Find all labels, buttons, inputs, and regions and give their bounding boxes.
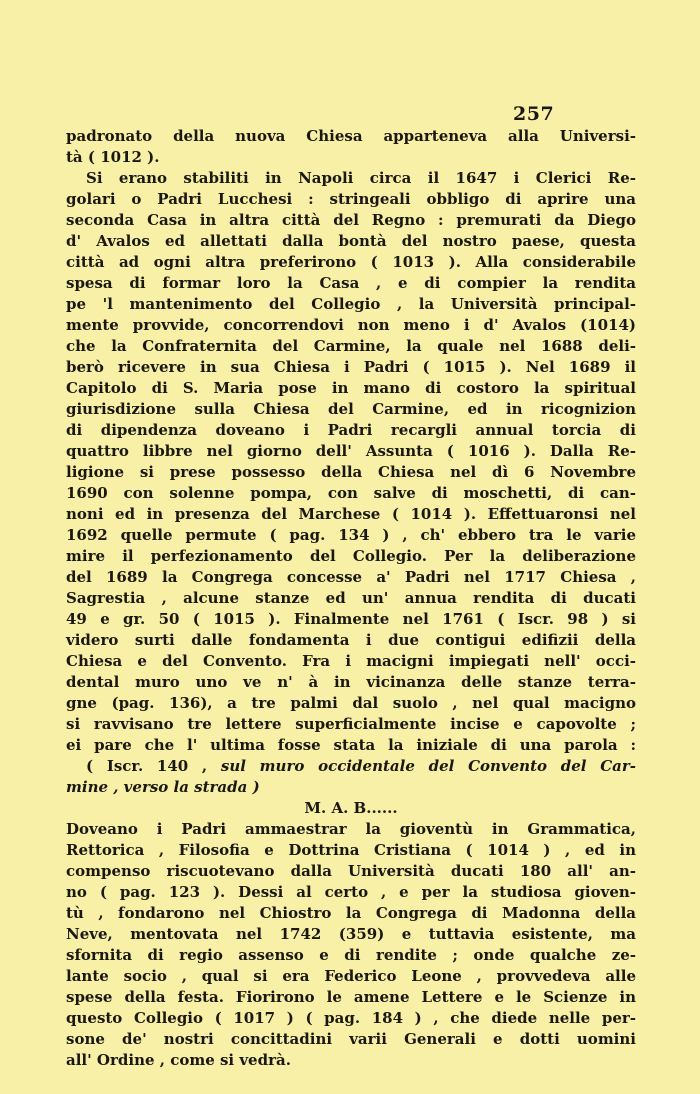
text-line: 1690 con solenne pompa, con salve di moschetti, di can- — [66, 484, 636, 502]
text-line: noni ed in presenza del Marchese ( 1014 ). Effettuaronsi nel — [66, 505, 636, 523]
text-line: Doveano i Padri ammaestrar la gioventù in Grammatica, — [66, 820, 636, 838]
text-line: all' Ordine , come si vedrà. — [66, 1051, 291, 1069]
text-line: tà ( 1012 ). — [66, 148, 160, 166]
text-line: Rettorica , Filosofia e Dottrina Cristiana ( 1014 ) , ed in — [66, 841, 636, 859]
text-line: ei pare che l' ultima fosse stata la iniziale di una parola : — [66, 736, 636, 754]
text-line: di dipendenza doveano i Padri recargli annual torcia di — [66, 421, 636, 439]
text-line: si ravvisano tre lettere superficialmente incise e capovolte ; — [66, 715, 636, 733]
text-line: giurisdizione sulla Chiesa del Carmine, ed in ricognizion — [66, 400, 636, 418]
text-line: Sagrestia , alcune stanze ed un' annua rendita di ducati — [66, 589, 636, 607]
text-line: videro surti dalle fondamenta i due contigui edifizii della — [66, 631, 636, 649]
text-line: 49 e gr. 50 ( 1015 ). Finalmente nel 1761 ( Iscr. 98 ) si — [66, 610, 636, 628]
text-line: seconda Casa in altra città del Regno : premurati da Diego — [66, 211, 636, 229]
text-line: spese della festa. Fiorirono le amene Lettere e le Scienze in — [66, 988, 636, 1006]
body-text — [66, 126, 636, 1071]
text-line: gne (pag. 136), a tre palmi dal suolo , nel qual macigno — [66, 694, 636, 712]
text-line: spesa di formar loro la Casa , e di compier la rendita — [66, 274, 636, 292]
text-line: che la Confraternita del Carmine, la quale nel 1688 deli- — [66, 337, 636, 355]
text-line: sfornita di regio assenso e di rendite ; onde qualche ze- — [66, 946, 636, 964]
text-line: tù , fondarono nel Chiostro la Congrega di Madonna della — [66, 904, 636, 922]
text-line: dental muro uno ve n' à in vicinanza delle stanze terra- — [66, 673, 636, 691]
text-line: pe 'l mantenimento del Collegio , la Università principal- — [66, 295, 636, 313]
text-line: quattro libbre nel giorno dell' Assunta ( 1016 ). Dalla Re- — [66, 442, 636, 460]
text-line: sone de' nostri concittadini varii Generali e dotti uomini — [66, 1030, 636, 1048]
text-line: berò ricevere in sua Chiesa i Padri ( 1015 ). Nel 1689 il — [66, 358, 636, 376]
text-line: mine , verso la strada ) — [66, 778, 260, 796]
text-line: del 1689 la Congrega concesse a' Padri nel 1717 Chiesa , — [66, 568, 636, 586]
text-line: mente provvide, concorrendovi non meno i d' Avalos (1014) — [66, 316, 636, 334]
text-line: golari o Padri Lucchesi : stringeali obbligo di aprire una — [66, 190, 636, 208]
text-line: lante socio , qual si era Federico Leone , provvedeva alle — [66, 967, 636, 985]
text-line: ( Iscr. 140 , sul muro occidentale del Convento del Car- — [86, 757, 636, 775]
text-line: compenso riscuotevano dalla Università ducati 180 all' an- — [66, 862, 636, 880]
text-line: Neve, mentovata nel 1742 (359) e tuttavia esistente, ma — [66, 925, 636, 943]
text-line: ligione si prese possesso della Chiesa nel dì 6 Novembre — [66, 463, 636, 481]
text-line: Capitolo di S. Maria pose in mano di costoro la spiritual — [66, 379, 636, 397]
text-line: no ( pag. 123 ). Dessi al certo , e per la studiosa gioven- — [66, 883, 636, 901]
text-line: 1692 quelle permute ( pag. 134 ) , ch' ebbero tra le varie — [66, 526, 636, 544]
text-line: M. A. B...... — [304, 799, 398, 817]
text-line: Si erano stabiliti in Napoli circa il 1647 i Clerici Re- — [86, 169, 636, 187]
text-line: d' Avalos ed allettati dalla bontà del nostro paese, questa — [66, 232, 636, 250]
text-line: padronato della nuova Chiesa apparteneva alla Universi- — [66, 127, 636, 145]
text-line: questo Collegio ( 1017 ) ( pag. 184 ) , che diede nelle per- — [66, 1009, 636, 1027]
page-number: 257 — [513, 103, 555, 125]
text-line: città ad ogni altra preferirono ( 1013 ). Alla considerabile — [66, 253, 636, 271]
text-line: Chiesa e del Convento. Fra i macigni impiegati nell' occi- — [66, 652, 636, 670]
text-line: mire il perfezionamento del Collegio. Per la deliberazione — [66, 547, 636, 565]
